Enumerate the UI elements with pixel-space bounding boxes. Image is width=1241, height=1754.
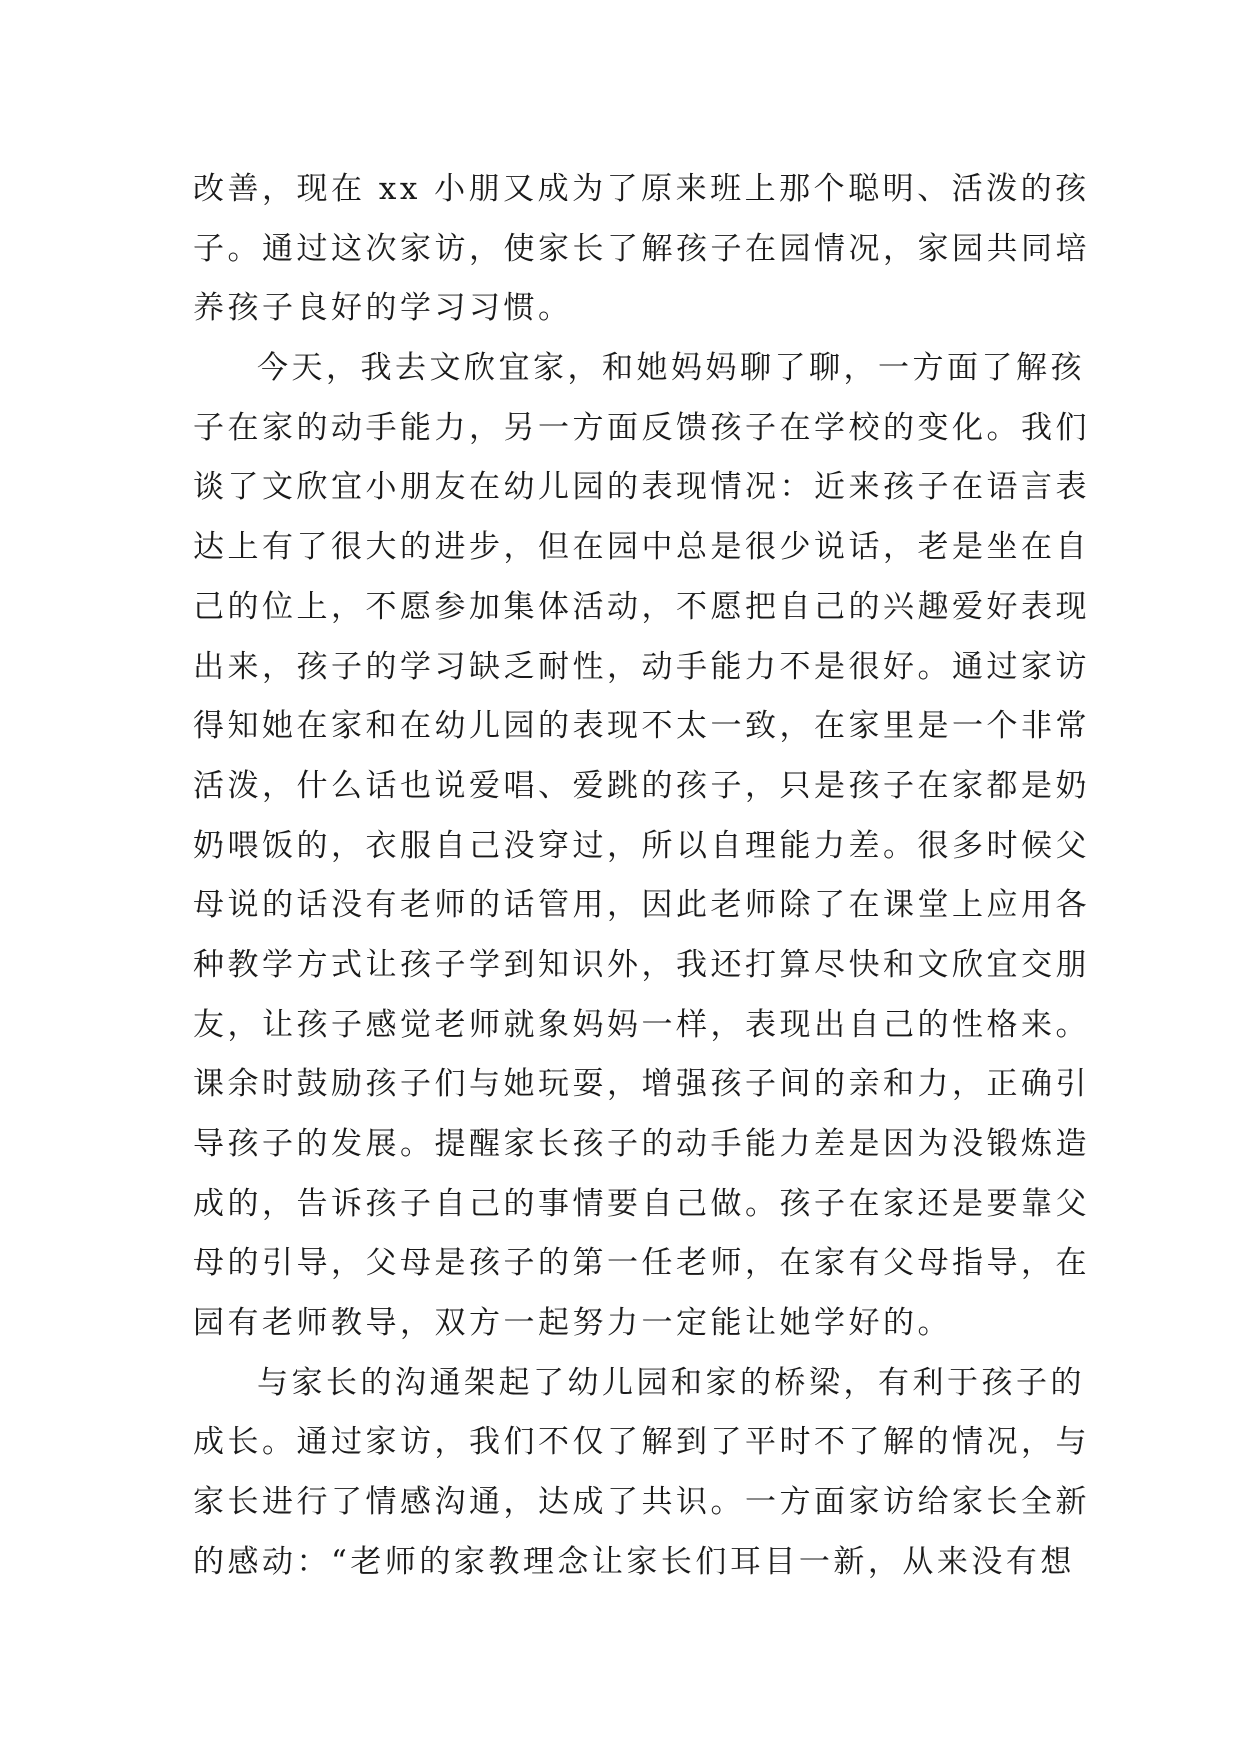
text-line: 谈了文欣宜小朋友在幼儿园的表现情况：近来孩子在语言表: [193, 469, 1090, 506]
text-line: 己的位上，不愿参加集体活动，不愿把自己的兴趣爱好表现: [193, 588, 1090, 625]
text-line: 得知她在家和在幼儿园的表现不太一致，在家里是一个非常: [193, 708, 1090, 745]
text-line: 子。通过这次家访，使家长了解孩子在园情况，家园共同培: [193, 230, 1090, 267]
text-line: 母的引导，父母是孩子的第一任老师，在家有父母指导，在: [193, 1245, 1090, 1282]
text-line: 养孩子良好的学习习惯。: [193, 290, 573, 327]
text-line: 成的，告诉孩子自己的事情要自己做。孩子在家还是要靠父: [193, 1185, 1090, 1222]
text-line: 成长。通过家访，我们不仅了解到了平时不了解的情况，与: [193, 1424, 1090, 1461]
text-line: 种教学方式让孩子学到知识外，我还打算尽快和文欣宜交朋: [193, 946, 1090, 983]
text-line: 家长进行了情感沟通，达成了共识。一方面家访给家长全新: [193, 1484, 1090, 1521]
text-line: 奶喂饭的，衣服自己没穿过，所以自理能力差。很多时候父: [193, 827, 1090, 864]
text-line: 园有老师教导，双方一起努力一定能让她学好的。: [193, 1305, 952, 1342]
text-line: 母说的话没有老师的话管用，因此老师除了在课堂上应用各: [193, 887, 1090, 924]
text-line: 导孩子的发展。提醒家长孩子的动手能力差是因为没锻炼造: [193, 1126, 1090, 1162]
text-line: 达上有了很大的进步，但在园中总是很少说话，老是坐在自: [193, 529, 1090, 566]
body-text: [193, 160, 1090, 1593]
text-line: 出来，孩子的学习缺乏耐性，动手能力不是很好。通过家访: [193, 648, 1090, 685]
paragraph-first-line: 与家长的沟通架起了幼儿园和家的桥梁，有利于孩子的: [257, 1364, 1085, 1401]
text-line: 课余时鼓励孩子们与她玩耍，增强孩子间的亲和力，正确引: [193, 1066, 1090, 1103]
text-line: 活泼，什么话也说爱唱、爱跳的孩子，只是孩子在家都是奶: [193, 767, 1090, 804]
paragraph-first-line: 今天，我去文欣宜家，和她妈妈聊了聊，一方面了解孩: [257, 350, 1085, 387]
text-line: 的感动：“老师的家教理念让家长们耳目一新，从来没有想: [193, 1543, 1075, 1580]
text-line: 改善，现在 xx 小朋又成为了原来班上那个聪明、活泼的孩: [193, 171, 1090, 207]
text-line: 子在家的动手能力，另一方面反馈孩子在学校的变化。我们: [193, 409, 1090, 446]
text-line: 友，让孩子感觉老师就象妈妈一样，表现出自己的性格来。: [193, 1006, 1090, 1043]
